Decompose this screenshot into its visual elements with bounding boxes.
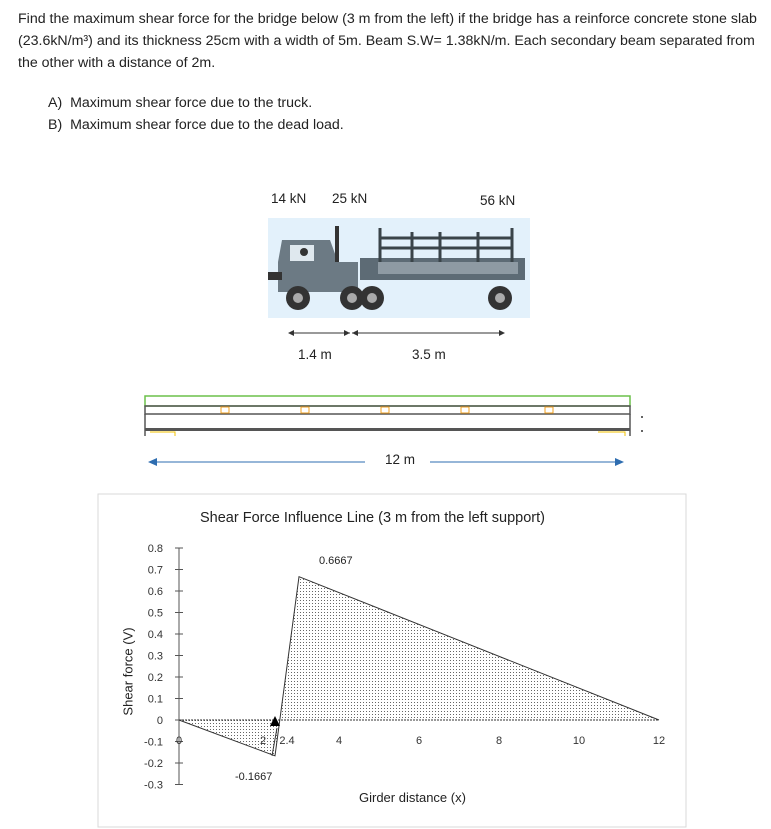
secondary-beams (221, 407, 553, 413)
deck-slab (145, 396, 630, 406)
driver-icon (300, 248, 308, 256)
y-tick-label: 0.1 (147, 693, 163, 706)
y-tick-label: -0.1 (144, 736, 163, 749)
y-tick-label: 0.6 (147, 586, 163, 598)
y-tick-label: 0.2 (147, 672, 163, 684)
x-tick-label: 8 (495, 735, 503, 747)
influence-area-fill (179, 577, 659, 756)
span-label: 12 m (381, 452, 419, 467)
bridge-structure (145, 396, 643, 436)
spacing-label-2: 3.5 m (412, 347, 446, 362)
y-tick-label: 0.3 (147, 650, 163, 663)
problem-text: Find the maximum shear force for the bridge below (3 m from the left) if the bridge has a reinforce concrete stone slab (23.6kN/m³) and its thickness 25cm with a width of 5m. Beam S.W= 1.38kN/m. Each secondary beam separated from the other with a distance of 2m. (18, 11, 757, 71)
part-a: A) Maximum shear force due to the truck. (48, 95, 313, 111)
chart-ylabel: Shear force (V) (120, 627, 136, 716)
truck-illustration (268, 218, 530, 318)
x-tick-label: 0 (175, 735, 183, 747)
spacing-label-1: 1.4 m (298, 347, 332, 362)
influence-line-chart (144, 543, 665, 792)
y-tick-label: 0.8 (147, 543, 163, 555)
x-tick-label: 2 (259, 735, 267, 747)
x-tick-label: 2.4 (279, 735, 295, 747)
y-tick-label: 0.7 (147, 564, 163, 577)
chart-xlabel: Girder distance (x) (359, 790, 466, 805)
axle-spacing-arrows (288, 330, 505, 336)
annotation-trough: -0.1667 (235, 771, 273, 783)
x-tick-label: 6 (415, 735, 423, 747)
left-bearing (150, 432, 175, 436)
x-tick-label: 10 (572, 735, 586, 747)
load-label-rear: 56 kN (480, 193, 516, 208)
y-tick-label: 0.4 (147, 629, 163, 641)
main-girder (145, 428, 630, 431)
part-b: B) Maximum shear force due to the dead load. (48, 117, 344, 133)
right-bearing (598, 432, 625, 436)
y-tick-label: 0.5 (147, 607, 163, 620)
annotation-peak: 0.6667 (319, 555, 353, 567)
x-tick-label: 12 (652, 735, 666, 747)
y-tick-label: -0.2 (144, 758, 163, 770)
load-label-middle: 25 kN (332, 191, 368, 206)
y-tick-label: 0 (156, 715, 163, 727)
load-label-front: 14 kN (271, 191, 307, 206)
trailer-frame (378, 262, 518, 274)
y-tick-label: -0.3 (144, 779, 163, 792)
chart-title: Shear Force Influence Line (3 m from the left support) (200, 510, 545, 526)
x-tick-label: 4 (335, 735, 343, 747)
bumper (268, 272, 282, 280)
